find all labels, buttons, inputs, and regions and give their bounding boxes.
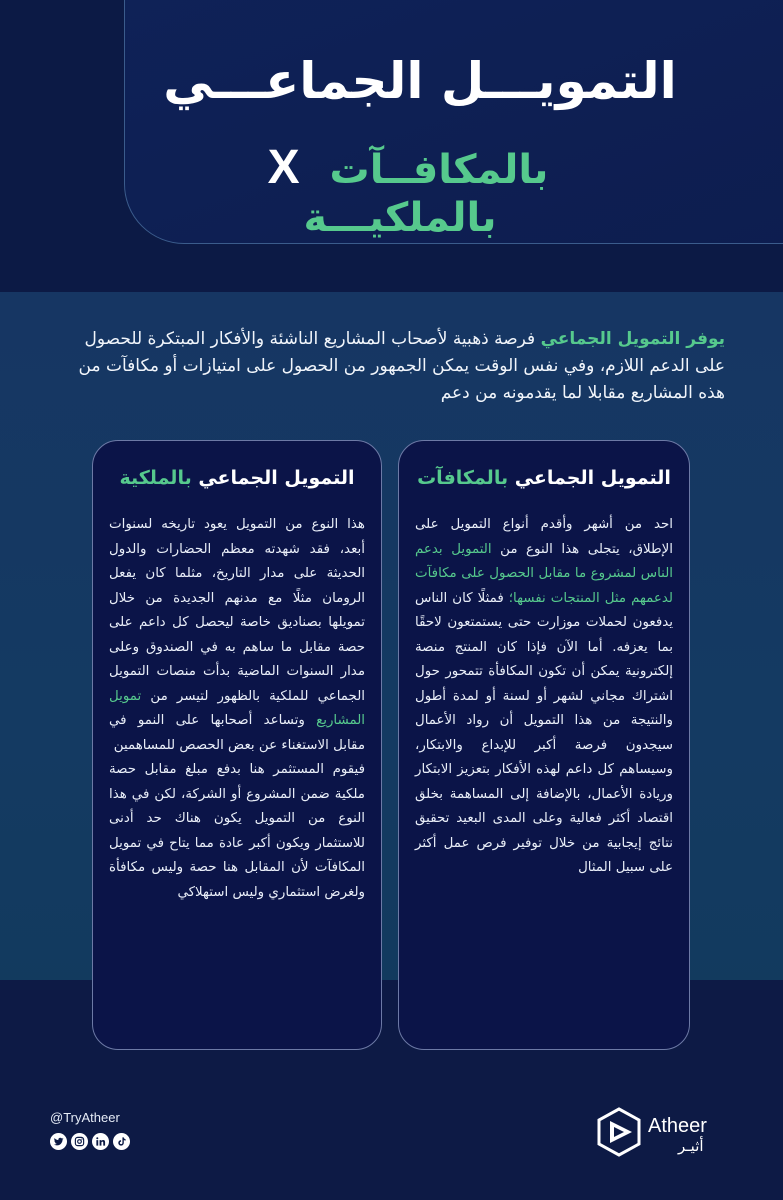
card-equity-text-b: وتساعد أصحابها على النمو في مقابل الاستغناء عن بعض الحصص للمساهمين (109, 713, 365, 753)
card-rewards-text-a: احد من أشهر وأقدم أنواع التمويل على الإطلاق، يتجلى هذا النوع من (415, 517, 673, 557)
subtitle-rewards: بالمكافــآت (329, 147, 549, 193)
card-rewards-body (415, 513, 673, 881)
tiktok-icon[interactable] (113, 1133, 130, 1150)
social-handle[interactable]: @TryAtheer (50, 1110, 120, 1125)
card-rewards-title (399, 467, 689, 489)
subtitle-versus: X (267, 141, 300, 194)
page-title: التمويـــل الجماعـــي (163, 52, 677, 110)
linkedin-icon[interactable] (92, 1133, 109, 1150)
card-equity (92, 440, 382, 1050)
card-rewards-text-green: التمويل بدعم الناس لمشروع ما مقابل الحصول على مكافآت لدعمهم مثل المنتجات نفسها؛ (415, 541, 673, 606)
intro-text: فرصة ذهبية لأصحاب المشاريع الناشئة والأفكار المبتكرة للحصول على الدعم اللازم، وفي نفس الوقت يمكن الجمهور من الحصول على امتيازات أو مكافآت من هذه المشاريع مقابلا لما يقدمونه من دعم (78, 329, 725, 403)
card-equity-text-a: هذا النوع من التمويل يعود تاريخه لسنوات أبعد، فقد شهدته معظم الحضارات والدول الحديثة على مدار التاريخ، مثلما كان يفعل الرومان مثلًا مع مدنهم الجديدة من خلال تمويلها بصناديق خاصة ليحصل كل داعم على حصة مقابل ما ساهم به في الصندوق وعلى مدار السنوات الماضية بدأت منصات التمويل الجماعي للملكية بالظهور لتيسر من (109, 517, 365, 704)
card-rewards (398, 440, 690, 1050)
subtitle-equity: بالملكيـــة (303, 195, 497, 241)
card-rewards-title-green: بالمكافآت (417, 467, 509, 489)
intro-highlight: يوفر التمويل الجماعي (540, 329, 725, 349)
card-rewards-title-plain: التمويل الجماعي (508, 467, 671, 489)
card-equity-text-green: تمويل المشاريع (109, 688, 365, 728)
logo-text-en: Atheer (648, 1115, 707, 1137)
page-subtitle (150, 140, 650, 241)
card-equity-paragraph-2: فيقوم المستثمر هنا بدفع مبلغ مقابل حصة ملكية ضمن المشروع أو الشركة، لكن في هذا النوع من التمويل يكون هناك حد أدنى للاستثمار ويكون أكبر عادة مما يتاح في تمويل المكافآت لأن المقابل هنا حصة وليس مكافأة ولغرض استثماري وليس استهلاكي (109, 762, 365, 900)
card-equity-title-green: بالملكية (119, 467, 192, 489)
card-equity-title (93, 467, 381, 489)
social-links (50, 1133, 130, 1150)
instagram-icon[interactable] (71, 1133, 88, 1150)
logo-text-ar: أثيـر (678, 1137, 704, 1155)
atheer-logo-mark-icon (596, 1107, 642, 1157)
card-equity-title-plain: التمويل الجماعي (191, 467, 355, 489)
atheer-logo (596, 1105, 736, 1165)
intro-paragraph (60, 326, 725, 407)
card-rewards-paragraph (415, 513, 673, 881)
card-equity-body (109, 513, 365, 905)
twitter-icon[interactable] (50, 1133, 67, 1150)
card-rewards-text-b: فمثلًا كان الناس يدفعون لحملات موزارت حتى يستمتعون لاحقًا بما يعزفه. أما الآن فإذا كان المنتج منصة إلكترونية يمكن أن تكون المكافأة تتمحور حول اشتراك مجاني لشهر أو لسنة أو لمدة أطول والنتيجة من هذا التمويل أن رواد الأعمال سيجدون فرصة أكبر للإبداع والابتكار، وسيساهم كل داعم لهذه الأفكار بتعزيز الابتكار وريادة الأعمال، بالإضافة إلى المساهمة بخلق اقتصاد أكثر فعالية وعلى المدى البعيد تحقيق نتائج إيجابية من خلال توفير فرص عمل أكثر على سبيل المثال (415, 590, 673, 875)
card-equity-paragraph-1 (109, 513, 365, 758)
